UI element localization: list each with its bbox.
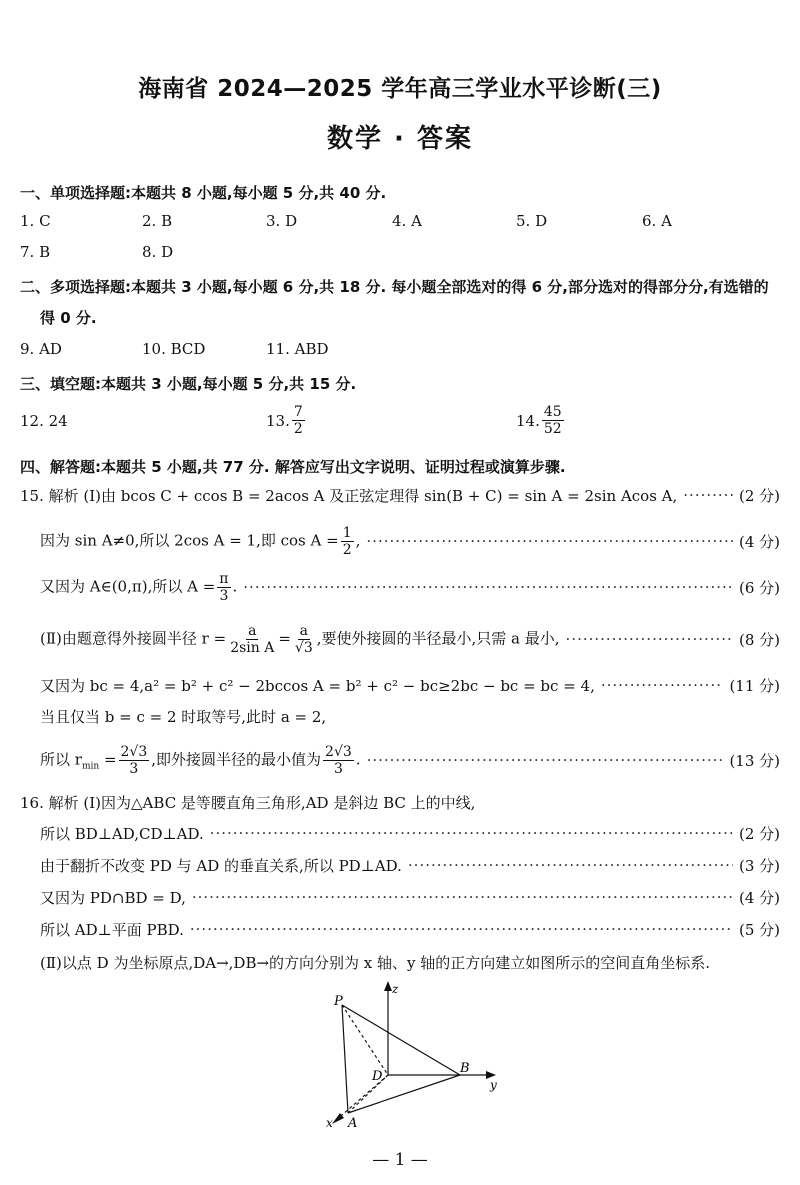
score: (4 分): [738, 532, 780, 551]
q15-line-5-text: 又因为 bc = 4,a² = b² + c² − 2bccos A = b² + c² − bc≥2bc − bc = bc = 4,: [40, 676, 595, 695]
section3-heading: 三、填空题:本题共 3 小题,每小题 5 分,共 15 分.: [20, 375, 357, 393]
text: ,: [355, 531, 361, 549]
answer-3: 3. D: [266, 212, 298, 230]
answer-14: [516, 404, 566, 437]
answer-4: 4. A: [392, 212, 422, 230]
fraction: [341, 525, 354, 558]
answer-1: 1. C: [20, 212, 51, 230]
text: 所以 r: [40, 750, 82, 768]
answer-11: 11. ABD: [266, 340, 329, 358]
score: (3 分): [738, 856, 780, 875]
answer-13-label: 13.: [266, 411, 290, 430]
label-a: A: [348, 1116, 358, 1131]
document-subtitle: 数学 · 答案: [327, 124, 473, 154]
answer-5: 5. D: [516, 212, 548, 230]
q15-line-3-text: [40, 571, 237, 604]
fraction-numerator: 2√3: [120, 743, 148, 760]
q16-line-3-text: 由于翻折不改变 PD 与 AD 的垂直关系,所以 PD⊥AD.: [40, 856, 402, 875]
fraction-denominator: 3: [333, 760, 343, 777]
score: (13 分): [729, 751, 780, 770]
fraction-numerator: 1: [342, 524, 352, 541]
fraction-denominator: 3: [219, 587, 229, 604]
q16-line-3: [40, 854, 780, 876]
answer-7: 7. B: [20, 243, 51, 261]
answer-2: 2. B: [142, 212, 173, 230]
q16-line-5-text: 所以 AD⊥平面 PBD.: [40, 920, 184, 939]
fraction-numerator: 7: [293, 404, 303, 420]
q16-line-2: [40, 822, 780, 844]
fraction-denominator: 2: [293, 421, 303, 437]
text: (Ⅱ)由题意得外接圆半径 r =: [40, 629, 227, 647]
q16-line-4: [40, 886, 780, 908]
text: =: [278, 629, 291, 647]
score: (4 分): [738, 888, 780, 907]
subscript: min: [81, 761, 100, 771]
fraction-numerator: π: [219, 570, 229, 587]
text: .: [355, 750, 361, 768]
answer-14-fraction: [542, 404, 564, 437]
edge-ab: [348, 1075, 460, 1113]
q16-line-6: (Ⅱ)以点 D 为坐标原点,DA→,DB→的方向分别为 x 轴、y 轴的正方向建立如图所示的空间直角坐标系.: [40, 954, 711, 972]
fraction-denominator: 2sin A: [230, 639, 275, 656]
answer-10: 10. BCD: [142, 340, 206, 358]
score: (5 分): [738, 920, 780, 939]
label-d: D: [372, 1069, 383, 1084]
label-y: y: [490, 1078, 497, 1092]
fraction-denominator: 2: [342, 541, 352, 558]
text: 因为 sin A≠0,所以 2cos A = 1,即 cos A =: [40, 531, 339, 549]
answer-13: [266, 404, 307, 437]
section2-heading: 二、多项选择题:本题共 3 小题,每小题 6 分,共 18 分. 每小题全部选对的得 6 分,部分选对的得部分分,有选错的: [20, 278, 769, 296]
answer-12: 12. 24: [20, 412, 68, 430]
fraction-numerator: a: [248, 622, 257, 639]
page-number: — 1 —: [372, 1150, 428, 1170]
text: ,要使外接圆的半径最小,只需 a 最小,: [316, 629, 560, 647]
answer-6: 6. A: [642, 212, 672, 230]
fraction-denominator: 3: [129, 760, 139, 777]
edge-pa: [342, 1005, 348, 1113]
fraction-denominator: √3: [294, 639, 313, 656]
z-arrow-icon: [384, 981, 392, 991]
score: (8 分): [738, 630, 780, 649]
score: (11 分): [729, 676, 780, 695]
q15-line-2-text: [40, 525, 360, 558]
score: (2 分): [738, 486, 780, 505]
edge-pd: [342, 1005, 388, 1075]
text: .: [232, 577, 238, 595]
label-z: z: [392, 982, 399, 996]
q15-line-7-text: [40, 744, 361, 777]
q15-line-1: [20, 484, 780, 506]
section4-heading: 四、解答题:本题共 5 小题,共 77 分. 解答应写出文字说明、证明过程或演算步骤.: [20, 458, 566, 476]
section1-heading: 一、单项选择题:本题共 8 小题,每小题 5 分,共 40 分.: [20, 184, 387, 202]
q16-line-2-text: 所以 BD⊥AD,CD⊥AD.: [40, 824, 204, 843]
score: (6 分): [738, 578, 780, 597]
q15-line-7: [40, 742, 780, 778]
fraction: [228, 623, 276, 656]
q15-line-4-text: [40, 623, 560, 656]
answer-14-label: 14.: [516, 411, 540, 430]
q16-line-4-text: 又因为 PD∩BD = D,: [40, 888, 186, 907]
q16-line-5: [40, 918, 780, 940]
answer-8: 8. D: [142, 243, 174, 261]
fraction: [293, 623, 315, 656]
q15-line-1-text: 15. 解析 (Ⅰ)由 bcos C + ccos B = 2acos A 及正弦定理得 sin(B + C) = sin A = 2sin Acos A,: [20, 486, 678, 505]
text: 又因为 A∈(0,π),所以 A =: [40, 577, 216, 595]
fraction: [323, 744, 354, 777]
answer-9: 9. AD: [20, 340, 62, 358]
edge-pb: [342, 1005, 460, 1075]
label-x: x: [326, 1116, 333, 1130]
fraction-denominator: 52: [543, 421, 562, 437]
text: =: [99, 750, 117, 768]
q16-line-1: 16. 解析 (Ⅰ)因为△ABC 是等腰直角三角形,AD 是斜边 BC 上的中线,: [20, 794, 476, 812]
coordinate-figure: [320, 975, 520, 1135]
text: ,即外接圆半径的最小值为: [151, 750, 322, 768]
q15-line-2: [40, 526, 780, 556]
fraction-numerator: 2√3: [325, 743, 352, 760]
label-p: P: [334, 994, 343, 1009]
fraction: [119, 744, 150, 777]
score: (2 分): [738, 824, 780, 843]
q15-line-6: 当且仅当 b = c = 2 时取等号,此时 a = 2,: [40, 708, 327, 726]
document-title: 海南省 2024—2025 学年高三学业水平诊断(三): [138, 76, 662, 102]
fraction-numerator: 45: [543, 404, 562, 420]
fraction: [217, 571, 230, 604]
label-b: B: [460, 1061, 470, 1076]
fraction-numerator: a: [299, 622, 309, 639]
section2-heading-cont: 得 0 分.: [40, 309, 97, 327]
q15-line-5: [40, 674, 780, 696]
answer-13-fraction: [292, 404, 305, 437]
q15-line-3: [40, 572, 780, 602]
q15-line-4: [40, 622, 780, 656]
